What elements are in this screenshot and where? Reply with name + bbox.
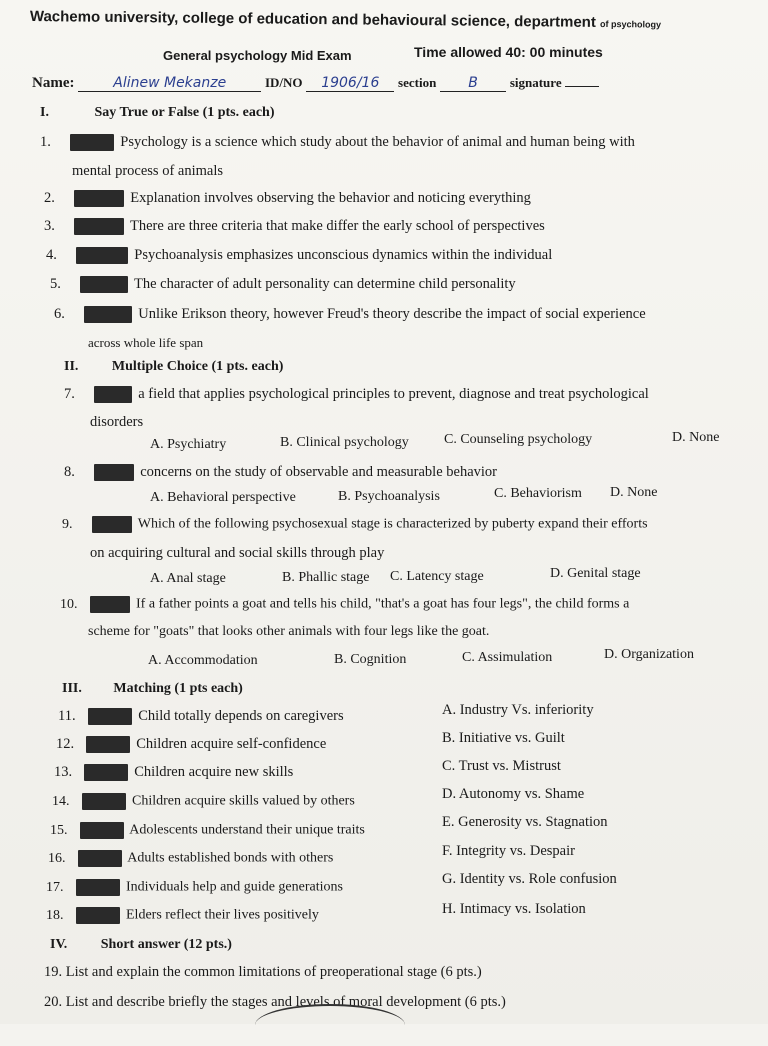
q8-option-d: D. None — [610, 485, 658, 500]
university-header — [30, 8, 661, 32]
question-number: 17. — [46, 879, 64, 895]
q7-option-c: C. Counseling psychology — [444, 432, 593, 447]
q9-option-d: D. Genital stage — [550, 566, 641, 581]
match-12 — [56, 736, 326, 753]
stamp-mark — [255, 1004, 405, 1046]
question-number: 14. — [52, 793, 70, 809]
question-9 — [62, 516, 648, 533]
question-number: 7. — [64, 386, 75, 402]
q8-option-b: B. Psychoanalysis — [338, 489, 440, 504]
match-option-g: G. Identity vs. Role confusion — [442, 871, 617, 887]
question-number: 19. — [44, 964, 63, 980]
question-3 — [44, 218, 545, 235]
signature-label: signature — [509, 75, 562, 90]
question-8 — [64, 464, 497, 481]
signature-line — [565, 68, 599, 87]
question-1-cont: mental process of animals — [72, 163, 223, 179]
question-text: The character of adult personality can determine child personality — [134, 276, 516, 292]
section-2-title: Multiple Choice (1 pts. each) — [111, 359, 284, 374]
section-4-number: IV. — [50, 937, 68, 952]
answer-blank — [94, 464, 134, 481]
answer-blank — [84, 764, 128, 781]
match-option-c: C. Trust vs. Mistrust — [442, 758, 561, 774]
match-option-h: H. Intimacy vs. Isolation — [442, 901, 586, 917]
q8-option-c: C. Behaviorism — [494, 486, 582, 501]
q9-option-c: C. Latency stage — [390, 569, 484, 584]
section-value: B — [440, 75, 506, 92]
q8-option-a: A. Behavioral perspective — [150, 490, 296, 505]
question-5 — [50, 276, 516, 293]
question-2 — [44, 190, 531, 207]
section-1-number: I. — [40, 105, 49, 120]
question-4 — [46, 247, 552, 264]
match-option-f: F. Integrity vs. Despair — [442, 843, 575, 859]
exam-title: General psychology Mid Exam — [163, 48, 352, 63]
answer-blank — [86, 736, 130, 753]
q10-option-c: C. Assimulation — [462, 650, 553, 665]
match-left-text: Adolescents understand their unique traits — [129, 822, 365, 838]
match-left-text: Children acquire new skills — [134, 764, 294, 780]
match-left-text: Children acquire self-confidence — [136, 736, 327, 752]
question-10-cont: scheme for "goats" that looks other animals with four legs like the goat. — [88, 624, 490, 639]
answer-blank — [80, 276, 128, 293]
match-option-b: B. Initiative vs. Guilt — [442, 730, 565, 746]
match-13 — [54, 764, 293, 781]
question-number: 3. — [44, 218, 55, 234]
answer-blank — [88, 708, 132, 725]
match-11 — [58, 708, 344, 725]
question-6-cont: across whole life span — [88, 335, 204, 350]
question-6 — [54, 306, 646, 323]
section-3-number: III. — [62, 681, 82, 696]
question-number: 16. — [48, 850, 66, 866]
answer-blank — [84, 306, 132, 323]
question-text: a field that applies psychological principles to prevent, diagnose and treat psychological — [138, 386, 649, 402]
question-number: 10. — [60, 596, 78, 612]
section-label: section — [398, 75, 437, 90]
q10-option-b: B. Cognition — [334, 652, 407, 667]
question-text: Psychology is a science which study about the behavior of animal and human being with — [120, 134, 635, 150]
match-left-text: Child totally depends on caregivers — [138, 708, 344, 724]
question-text: If a father points a goat and tells his child, "that's a goat has four legs", the child forms a — [136, 596, 630, 612]
match-left-text: Elders reflect their lives positively — [126, 907, 319, 923]
university-text: Wachemo university, college of education and behavioural science, department — [29, 8, 596, 31]
question-number: 5. — [50, 276, 61, 292]
answer-blank — [94, 386, 132, 403]
question-number: 13. — [54, 764, 73, 780]
q9-option-a: A. Anal stage — [150, 571, 226, 586]
question-number: 11. — [58, 708, 76, 724]
answer-blank — [76, 879, 120, 896]
match-left-text: Individuals help and guide generations — [126, 879, 343, 895]
match-left-text: Adults established bonds with others — [127, 850, 334, 866]
section-4-title: Short answer (12 pts.) — [100, 937, 232, 952]
section-2-heading — [64, 359, 283, 375]
question-number: 2. — [44, 190, 55, 206]
question-text: List and explain the common limitations of preoperational stage (6 pts.) — [65, 964, 482, 980]
section-3-heading — [62, 681, 243, 697]
time-allowed: Time allowed 40: 00 minutes — [414, 44, 603, 60]
match-option-a: A. Industry Vs. inferiority — [442, 702, 594, 718]
answer-blank — [80, 822, 124, 839]
question-7 — [64, 386, 649, 403]
match-14 — [52, 793, 355, 810]
match-16 — [48, 850, 333, 867]
question-text: List and describe briefly the stages and levels of moral development (6 pts.) — [65, 994, 506, 1010]
question-number: 12. — [56, 736, 75, 752]
q7-option-d: D. None — [672, 430, 720, 445]
answer-blank — [90, 596, 130, 613]
question-number: 20. — [44, 994, 63, 1010]
q7-option-b: B. Clinical psychology — [280, 435, 409, 450]
question-text: Unlike Erikson theory, however Freud's theory describe the impact of social experience — [138, 306, 646, 322]
answer-blank — [76, 247, 128, 264]
question-text: Psychoanalysis emphasizes unconscious dynamics within the individual — [134, 247, 553, 263]
match-option-d: D. Autonomy vs. Shame — [442, 786, 585, 802]
section-4-heading — [50, 937, 232, 953]
student-info-row — [32, 68, 599, 92]
question-9-cont: on acquiring cultural and social skills through play — [90, 545, 385, 561]
id-label: ID/NO — [264, 75, 303, 90]
question-10 — [60, 596, 629, 613]
answer-blank — [74, 190, 124, 207]
match-option-e: E. Generosity vs. Stagnation — [442, 814, 608, 830]
question-number: 6. — [54, 306, 65, 322]
id-value: 1906/16 — [306, 75, 394, 92]
match-15 — [50, 822, 365, 839]
question-7-cont: disorders — [90, 414, 144, 430]
answer-blank — [76, 907, 120, 924]
section-2-number: II. — [64, 359, 79, 374]
question-text: There are three criteria that make differ the early school of perspectives — [130, 218, 545, 234]
q10-option-a: A. Accommodation — [148, 653, 258, 668]
q9-option-b: B. Phallic stage — [282, 570, 370, 585]
question-number: 4. — [46, 247, 57, 263]
question-number: 1. — [40, 134, 51, 150]
short-question-19 — [44, 964, 482, 981]
section-3-title: Matching (1 pts each) — [113, 681, 243, 696]
question-text: concerns on the study of observable and measurable behavior — [140, 464, 497, 480]
question-number: 18. — [46, 907, 64, 923]
question-number: 9. — [62, 516, 73, 532]
answer-blank — [74, 218, 124, 235]
question-text: Explanation involves observing the behavior and noticing everything — [130, 190, 531, 206]
answer-blank — [70, 134, 114, 151]
section-1-title: Say True or False (1 pts. each) — [94, 105, 275, 120]
name-value: Alinew Mekanze — [78, 75, 261, 92]
q10-option-d: D. Organization — [604, 647, 694, 662]
department-text: of psychology — [599, 18, 662, 30]
section-1-heading — [40, 105, 275, 121]
answer-blank — [92, 516, 132, 533]
question-number: 8. — [64, 464, 75, 480]
answer-blank — [82, 793, 126, 810]
match-18 — [46, 907, 319, 924]
short-question-20 — [44, 994, 506, 1011]
question-number: 15. — [50, 822, 68, 838]
q7-option-a: A. Psychiatry — [150, 437, 227, 452]
name-label: Name: — [32, 75, 75, 91]
match-17 — [46, 879, 343, 896]
match-left-text: Children acquire skills valued by others — [132, 793, 355, 809]
answer-blank — [78, 850, 122, 867]
question-text: Which of the following psychosexual stage is characterized by puberty expand their efforts — [137, 516, 648, 532]
question-1 — [40, 134, 635, 151]
